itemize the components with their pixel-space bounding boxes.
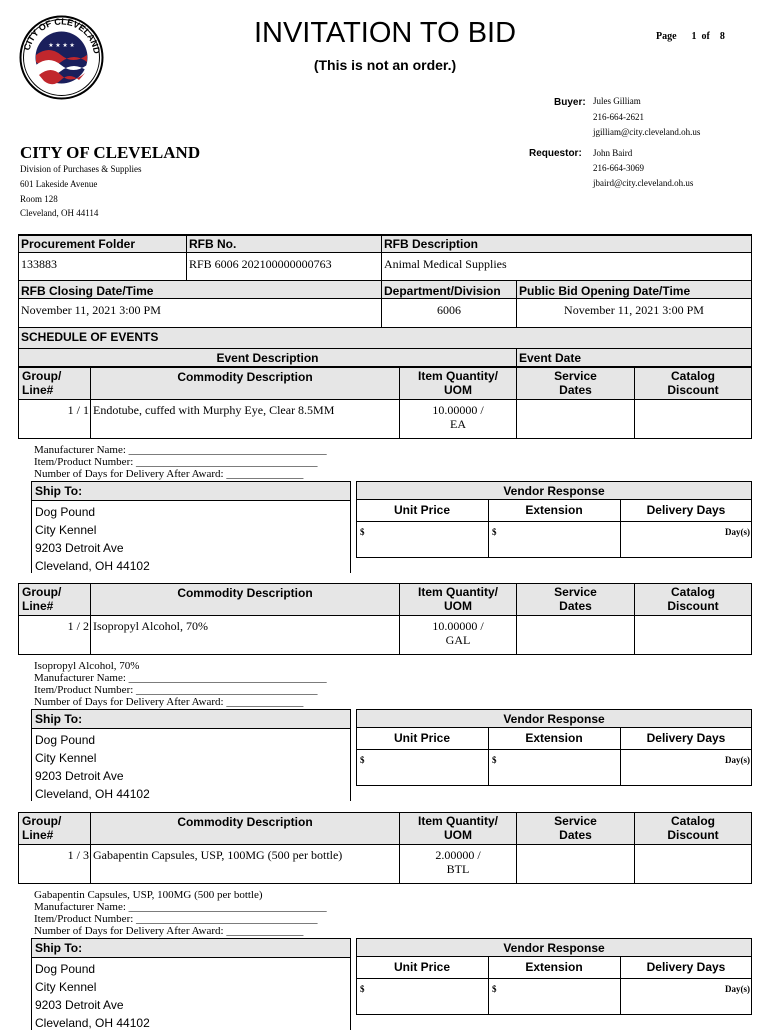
org-line: Cleveland, OH 44114 (20, 208, 99, 218)
event-date-label: Event Date (519, 351, 582, 365)
ship-to-line: 9203 Detroit Ave (35, 998, 124, 1012)
extension-input[interactable]: $ (492, 755, 497, 765)
extension-input[interactable]: $ (492, 527, 497, 537)
page-title: INVITATION TO BID (253, 17, 517, 49)
item-description: Isopropyl Alcohol, 70% (93, 619, 208, 633)
item-quantity: 10.00000 / (432, 619, 484, 633)
ship-to-line: Cleveland, OH 44102 (35, 559, 150, 573)
delivery-days-award-line: Number of Days for Delivery After Award: ______________ (34, 925, 304, 937)
ship-to-line: City Kennel (35, 751, 97, 765)
org-line: Division of Purchases & Supplies (20, 164, 142, 174)
ship-to-label: Ship To: (35, 484, 83, 498)
closing-date-label: RFB Closing Date/Time (21, 284, 154, 298)
item-extra-description: Gabapentin Capsules, USP, 100MG (500 per bottle) (34, 889, 263, 901)
org-line: Room 128 (20, 194, 58, 204)
department-label: Department/Division (384, 284, 501, 298)
buyer-phone: 216-664-2621 (593, 112, 644, 122)
closing-date-value: November 11, 2021 3:00 PM (21, 303, 161, 317)
item-line-number: 1 / 3 (67, 848, 89, 862)
procurement-folder-value: 133883 (21, 257, 57, 271)
unit-price-input[interactable]: $ (360, 984, 365, 994)
delivery-days-input[interactable]: Day(s) (725, 755, 750, 765)
event-description-label: Event Description (216, 351, 319, 365)
ship-to-line: Dog Pound (35, 962, 96, 976)
ship-to-line: Dog Pound (35, 733, 96, 747)
rfb-no-value: RFB 6006 202100000000763 (189, 257, 332, 271)
ship-to-label: Ship To: (35, 941, 83, 955)
procurement-folder-label: Procurement Folder (21, 237, 136, 251)
service-dates-header: Service Dates (554, 585, 597, 613)
page-of: of (701, 31, 710, 42)
catalog-discount-header: Catalog Discount (667, 814, 719, 842)
commodity-header: Commodity Description (177, 370, 313, 384)
item-number-line: Item/Product Number: _________________________________ (34, 684, 318, 696)
item-number-line: Item/Product Number: _________________________________ (34, 913, 318, 925)
extension-label: Extension (525, 960, 583, 974)
ship-to-line: 9203 Detroit Ave (35, 541, 124, 555)
manufacturer-line: Manufacturer Name: ____________________________________ (34, 444, 327, 456)
requestor-name: John Baird (593, 148, 633, 158)
item-extra-description: Isopropyl Alcohol, 70% (34, 660, 140, 672)
group-line-header: Group/ Line# (22, 585, 62, 613)
rfb-description-value: Animal Medical Supplies (384, 257, 507, 271)
vendor-response-label: Vendor Response (503, 712, 605, 726)
requestor-phone: 216-664-3069 (593, 163, 644, 173)
requestor-email: jbaird@city.cleveland.oh.us (593, 178, 694, 188)
unit-price-input[interactable]: $ (360, 755, 365, 765)
delivery-days-label: Delivery Days (646, 731, 726, 745)
delivery-days-label: Delivery Days (646, 503, 726, 517)
extension-label: Extension (525, 731, 583, 745)
item-description: Endotube, cuffed with Murphy Eye, Clear 8.5MM (93, 403, 335, 417)
vendor-response-label: Vendor Response (503, 484, 605, 498)
schedule-label: SCHEDULE OF EVENTS (21, 330, 159, 344)
qty-uom-header: Item Quantity/ UOM (417, 585, 498, 613)
service-dates-header: Service Dates (554, 814, 597, 842)
rfb-no-label: RFB No. (189, 237, 237, 251)
item-description: Gabapentin Capsules, USP, 100MG (500 per bottle) (93, 848, 343, 862)
page-subtitle: (This is not an order.) (313, 57, 457, 73)
ship-to-line: Cleveland, OH 44102 (35, 787, 150, 801)
org-name: CITY OF CLEVELAND (20, 143, 201, 162)
ship-to-line: Dog Pound (35, 505, 96, 519)
extension-label: Extension (525, 503, 583, 517)
opening-date-value: November 11, 2021 3:00 PM (564, 303, 704, 317)
catalog-discount-header: Catalog Discount (667, 369, 719, 397)
city-seal-logo (19, 15, 104, 100)
delivery-days-input[interactable]: Day(s) (725, 527, 750, 537)
service-dates-header: Service Dates (554, 369, 597, 397)
delivery-days-award-line: Number of Days for Delivery After Award: ______________ (34, 468, 304, 480)
page-label: Page (656, 31, 677, 42)
unit-price-input[interactable]: $ (360, 527, 365, 537)
item-line-number: 1 / 2 (67, 619, 89, 633)
group-line-header: Group/ Line# (22, 369, 62, 397)
org-line: 601 Lakeside Avenue (20, 179, 98, 189)
item-quantity: 2.00000 / (435, 848, 481, 862)
group-line-header: Group/ Line# (22, 814, 62, 842)
catalog-discount-header: Catalog Discount (667, 585, 719, 613)
manufacturer-line: Manufacturer Name: ____________________________________ (34, 901, 327, 913)
ship-to-line: Cleveland, OH 44102 (35, 1016, 150, 1030)
vendor-response-label: Vendor Response (503, 941, 605, 955)
requestor-label: Requestor: (529, 148, 582, 159)
item-uom: BTL (446, 862, 470, 876)
commodity-header: Commodity Description (177, 815, 313, 829)
buyer-email: jgilliam@city.cleveland.oh.us (593, 127, 701, 137)
item-uom: EA (450, 417, 466, 431)
unit-price-label: Unit Price (393, 503, 450, 517)
item-quantity: 10.00000 / (432, 403, 484, 417)
qty-uom-header: Item Quantity/ UOM (417, 814, 498, 842)
qty-uom-header: Item Quantity/ UOM (417, 369, 498, 397)
buyer-label: Buyer: (554, 97, 586, 108)
ship-to-label: Ship To: (35, 712, 83, 726)
commodity-header: Commodity Description (177, 586, 313, 600)
page-total: 8 (719, 31, 725, 42)
manufacturer-line: Manufacturer Name: ____________________________________ (34, 672, 327, 684)
unit-price-label: Unit Price (393, 960, 450, 974)
delivery-days-label: Delivery Days (646, 960, 726, 974)
opening-date-label: Public Bid Opening Date/Time (519, 284, 691, 298)
delivery-days-input[interactable]: Day(s) (725, 984, 750, 994)
page-num: 1 (691, 31, 697, 42)
svg-text:CITY OF CLEVELAND OHIO: CITY OF CLEVELAND (21, 16, 102, 55)
rfb-description-label: RFB Description (384, 237, 479, 251)
extension-input[interactable]: $ (492, 984, 497, 994)
svg-text:★ ★ ★ ★: ★ ★ ★ ★ (48, 43, 75, 49)
buyer-name: Jules Gilliam (593, 96, 641, 106)
ship-to-line: City Kennel (35, 523, 97, 537)
item-line-number: 1 / 1 (67, 403, 89, 417)
department-value: 6006 (437, 303, 461, 317)
delivery-days-award-line: Number of Days for Delivery After Award: ______________ (34, 696, 304, 708)
ship-to-line: 9203 Detroit Ave (35, 769, 124, 783)
item-number-line: Item/Product Number: _________________________________ (34, 456, 318, 468)
page-number (656, 31, 725, 42)
ship-to-line: City Kennel (35, 980, 97, 994)
item-uom: GAL (445, 633, 471, 647)
unit-price-label: Unit Price (393, 731, 450, 745)
